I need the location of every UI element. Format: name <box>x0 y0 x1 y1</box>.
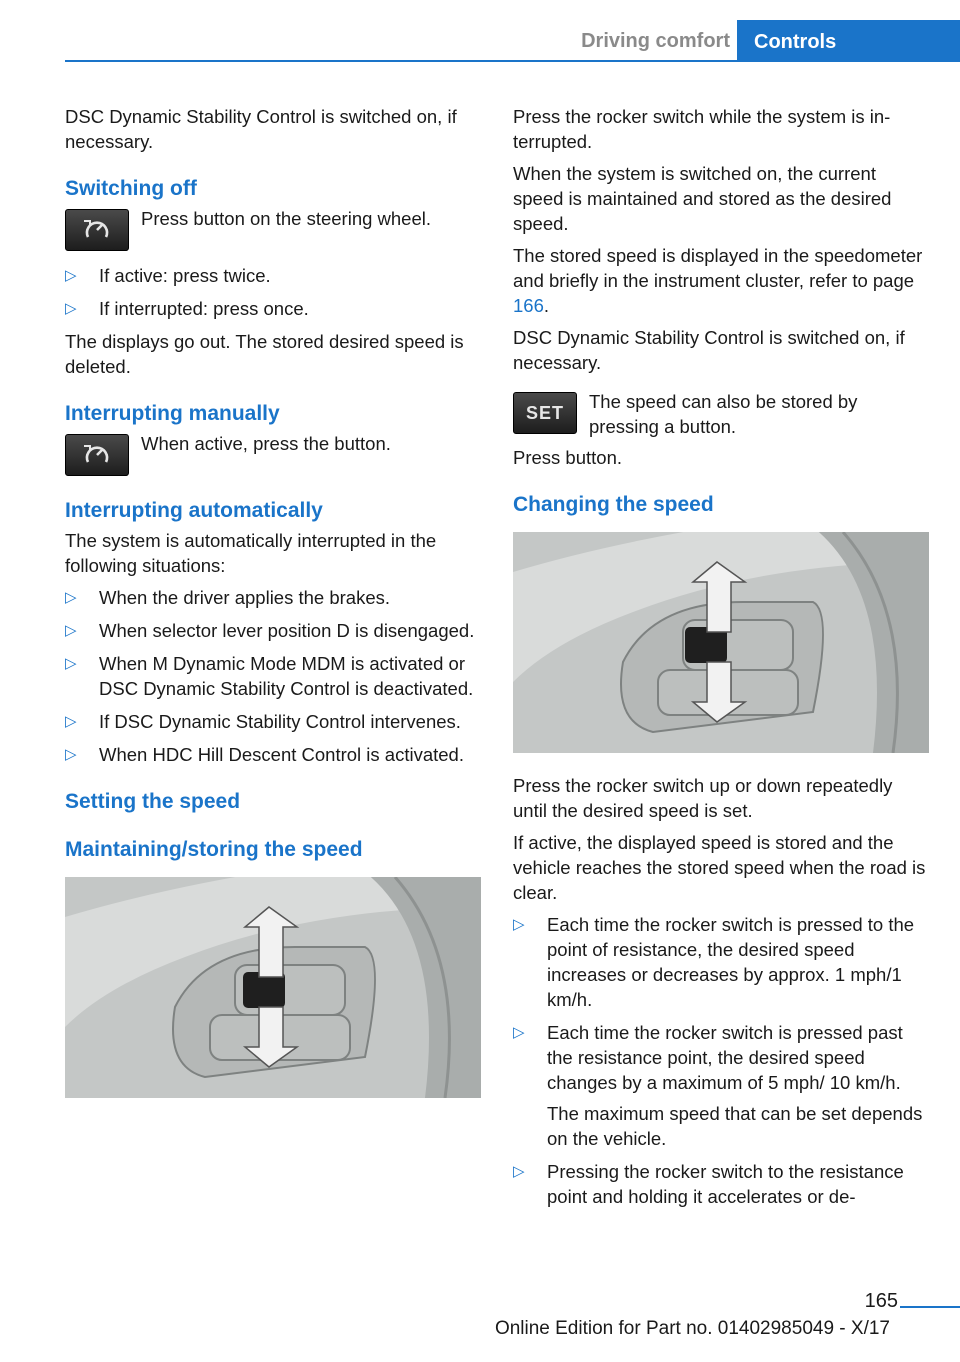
bullet-icon: ▷ <box>65 622 77 639</box>
list-item: ▷ Each time the rocker switch is pressed past the resistance point, the desired speed changes by a maximum of 5 mph/ 10 km/h. <box>513 1022 903 1093</box>
list-item: ▷ When the driver applies the brakes. <box>65 587 391 608</box>
bullet-icon: ▷ <box>65 267 77 284</box>
bullet-icon: ▷ <box>65 713 77 730</box>
footer-rule <box>900 1306 960 1308</box>
interrupting-auto-intro: The system is automatically interrupted in the following situations: <box>65 530 437 576</box>
bullet-icon: ▷ <box>65 589 77 606</box>
rocker-interrupted-text: Press the rocker switch while the system is interrupted. <box>513 106 891 152</box>
switching-off-text: Press button on the steering wheel. <box>141 208 432 229</box>
bullet-icon: ▷ <box>65 655 77 672</box>
header-section: Driving comfort <box>581 30 730 52</box>
set-row <box>513 389 929 439</box>
heading-switching-off: Switching off <box>65 177 197 200</box>
if-active-text: If active, the displayed speed is stored and the vehicle reaches the stored speed when the road is clear. <box>513 832 926 903</box>
changing-speed-list <box>513 912 929 1095</box>
header-tab: Controls <box>737 20 960 62</box>
bullet-icon: ▷ <box>65 300 77 317</box>
list-item: ▷ When HDC Hill Descent Control is activated. <box>65 744 464 765</box>
list-item: ▷ If DSC Dynamic Stability Control intervenes. <box>65 711 461 732</box>
page-link[interactable]: 166 <box>513 295 544 316</box>
interrupting-manually-text: When active, press the button. <box>141 433 391 454</box>
stored-speed-text: The stored speed is displayed in the speedometer and briefly in the instrument cluster, refer to page 166. <box>513 245 923 316</box>
list-item: ▷ If interrupted: press once. <box>65 298 309 319</box>
heading-maintaining-speed: Maintaining/storing the speed <box>65 838 363 861</box>
interrupting-auto-list <box>65 585 481 767</box>
footer-edition: Online Edition for Part no. 01402985049 - X/17 <box>494 1318 890 1339</box>
changing-speed-list-cont <box>513 1159 929 1209</box>
bullet-icon: ▷ <box>513 916 525 933</box>
set-button-icon: SET <box>513 392 577 434</box>
rocker-repeat-text: Press the rocker switch up or down repeatedly until the desired speed is set. <box>513 775 893 821</box>
switching-off-row <box>65 206 481 251</box>
list-item: ▷ When M Dynamic Mode MDM is activated or DSC Dynamic Stability Control is deactivated. <box>65 653 474 699</box>
bullet-icon: ▷ <box>513 1163 525 1180</box>
page-number: 165 <box>864 1290 898 1312</box>
system-on-text: When the system is switched on, the current speed is maintained and stored as the desired speed. <box>513 163 892 234</box>
list-item: ▷ If active: press twice. <box>65 265 271 286</box>
press-button-text: Press button. <box>513 447 623 468</box>
left-column <box>65 104 481 1118</box>
set-text: The speed can also be stored by pressing a button. <box>589 391 858 437</box>
switching-off-list <box>65 263 481 321</box>
steering-wheel-figure-1 <box>65 877 481 1098</box>
heading-changing-speed: Changing the speed <box>513 493 714 516</box>
bullet-icon: ▷ <box>65 746 77 763</box>
steering-wheel-figure-2 <box>513 532 929 753</box>
interrupting-manually-row <box>65 431 481 476</box>
intro-text: DSC Dynamic Stability Control is switched on, if necessary. <box>65 106 457 152</box>
dsc-text: DSC Dynamic Stability Control is switched on, if necessary. <box>513 327 905 373</box>
heading-setting-speed: Setting the speed <box>65 790 241 813</box>
cruise-control-icon <box>65 434 129 476</box>
list-item: ▷ Pressing the rocker switch to the resistance point and holding it accelerates or de- <box>513 1161 904 1207</box>
max-speed-note: The maximum speed that can be set depends on the vehicle. <box>547 1103 923 1149</box>
list-item: ▷ When selector lever position D is disengaged. <box>65 620 475 641</box>
heading-interrupting-manually: Interrupting manually <box>65 402 280 425</box>
cruise-control-icon <box>65 209 129 251</box>
right-column <box>513 104 929 1217</box>
bullet-icon: ▷ <box>513 1024 525 1041</box>
heading-interrupting-auto: Interrupting automatically <box>65 499 323 522</box>
switching-off-after: The displays go out. The stored desired speed is deleted. <box>65 331 464 377</box>
list-item: ▷ Each time the rocker switch is pressed to the point of resistance, the desired speed increases or decreases by approx. 1 mph/1 km/h. <box>513 914 915 1010</box>
